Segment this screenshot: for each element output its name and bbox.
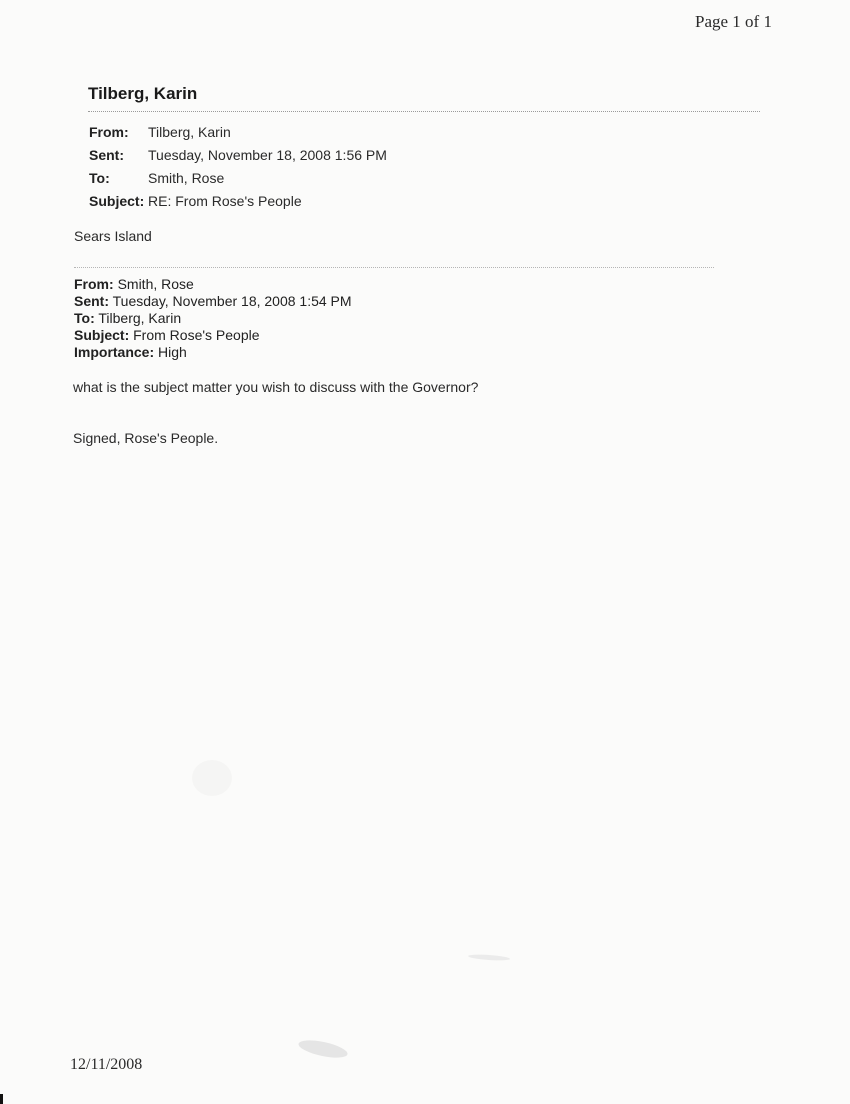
to-label: To: — [89, 169, 110, 186]
original-signature: Signed, Rose's People. — [73, 430, 219, 446]
orig-sent-label: Sent: — [74, 293, 109, 309]
orig-subject-value: From Rose's People — [133, 327, 260, 343]
from-value: Tilberg, Karin — [148, 123, 231, 140]
reply-from-row — [89, 120, 387, 143]
scan-smudge — [297, 1037, 349, 1061]
orig-from-value: Smith, Rose — [117, 276, 194, 292]
orig-importance-label: Importance: — [74, 344, 155, 360]
orig-to-label: To: — [74, 310, 95, 326]
orig-to-line — [74, 310, 352, 327]
orig-to-value: Tilberg, Karin — [98, 310, 182, 326]
orig-from-label: From: — [74, 276, 114, 292]
original-header-block — [74, 276, 352, 361]
orig-importance-value: High — [158, 344, 187, 360]
reply-body-text: Sears Island — [74, 228, 152, 244]
scan-smudge — [468, 954, 510, 962]
original-body-question: what is the subject matter you wish to discuss with the Governor? — [73, 379, 479, 395]
subject-value: RE: From Rose's People — [148, 192, 302, 209]
subject-label: Subject: — [89, 192, 145, 209]
orig-subject-line — [74, 327, 352, 344]
message-separator — [74, 267, 714, 268]
header-divider — [88, 111, 760, 112]
orig-subject-label: Subject: — [74, 327, 130, 343]
reply-subject-row — [89, 189, 387, 212]
page-number: Page 1 of 1 — [695, 12, 772, 31]
orig-from-line — [74, 276, 352, 293]
to-value: Smith, Rose — [148, 169, 225, 186]
scan-smudge — [192, 760, 232, 796]
reply-header-table — [89, 120, 387, 212]
reply-to-row — [89, 166, 387, 189]
orig-sent-value: Tuesday, November 18, 2008 1:54 PM — [112, 293, 352, 309]
print-date: 12/11/2008 — [70, 1056, 143, 1073]
sent-value: Tuesday, November 18, 2008 1:56 PM — [148, 146, 387, 163]
sent-label: Sent: — [89, 146, 124, 163]
orig-importance-line — [74, 344, 352, 361]
scan-edge-mark — [0, 1094, 3, 1104]
from-label: From: — [89, 123, 129, 140]
reply-sent-row — [89, 143, 387, 166]
orig-sent-line — [74, 293, 352, 310]
sender-name-heading: Tilberg, Karin — [88, 84, 198, 103]
